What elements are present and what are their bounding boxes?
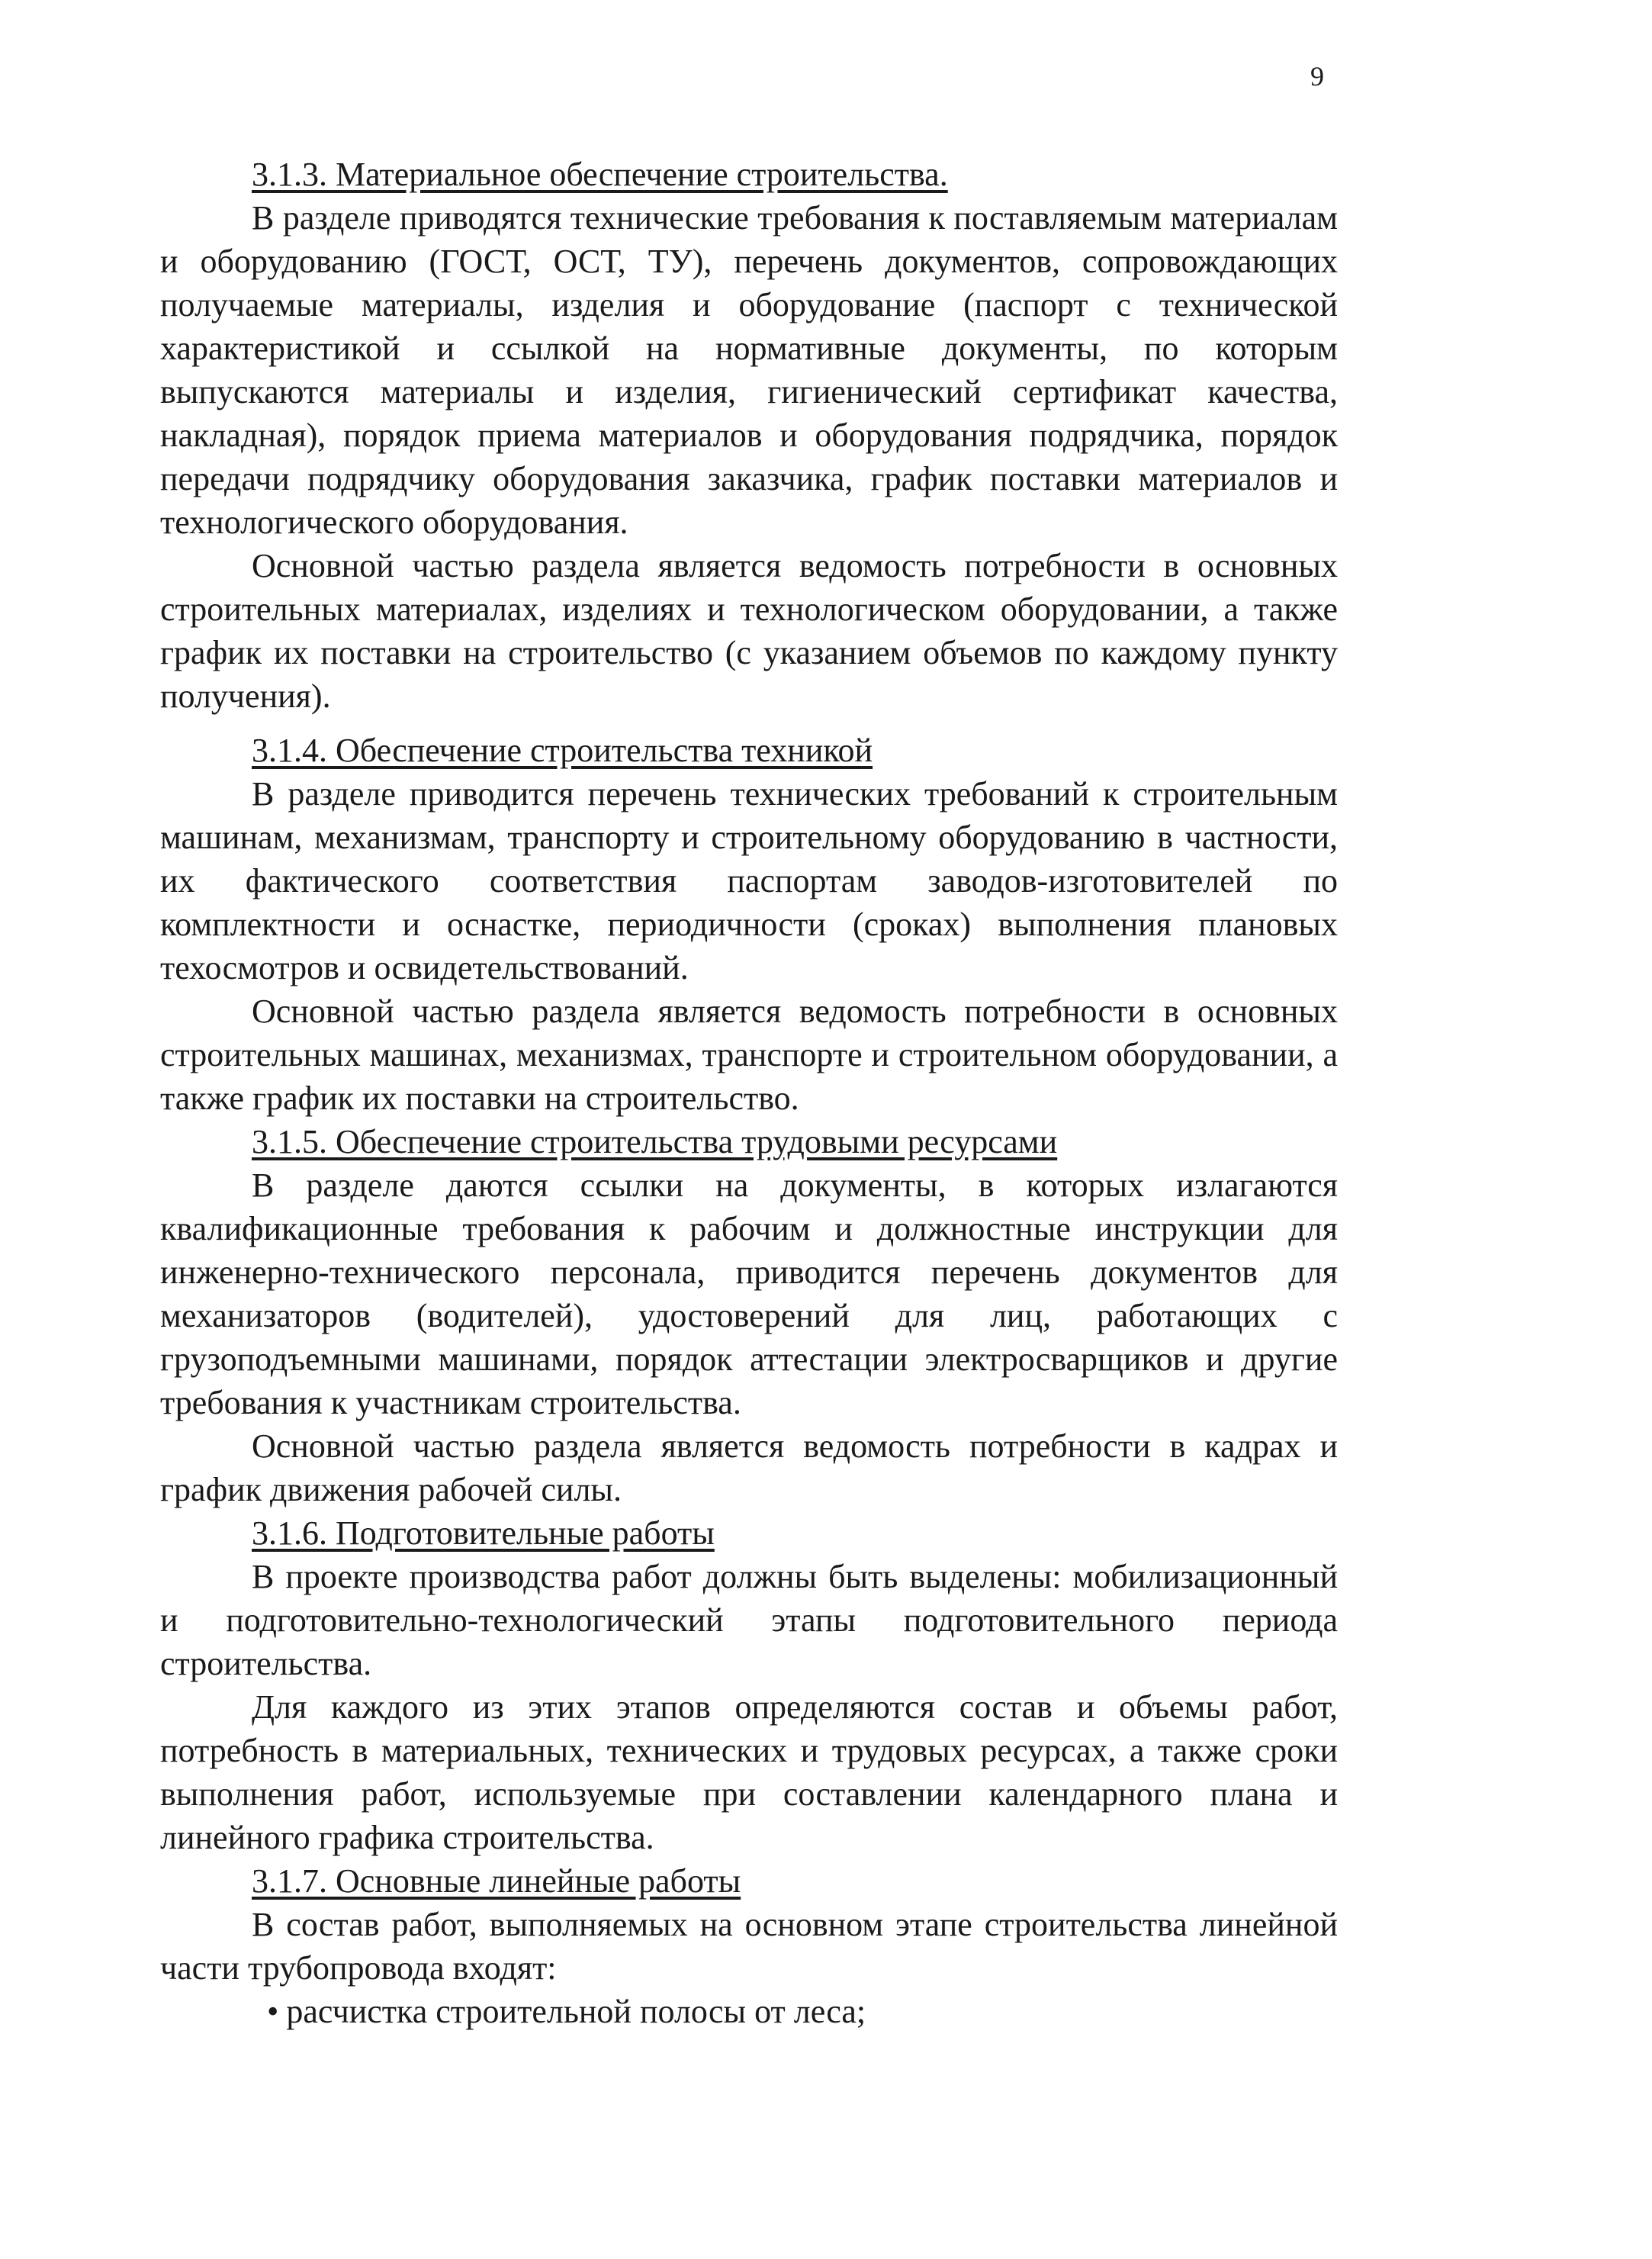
paragraph: В состав работ, выполняемых на основном этапе строительства линейной части трубопровода входят: [160,1906,1338,1987]
page-number: 9 [1310,61,1324,92]
list-item [267,1990,1338,2033]
section-heading-3-1-4: 3.1.4. Обеспечение строительства техникой [252,732,873,769]
list-item-text: расчистка строительной полосы от леса; [286,1993,866,2030]
section-heading-3-1-5: 3.1.5. Обеспечение строительства трудовыми ресурсами [252,1123,1058,1160]
paragraph: Основной частью раздела является ведомость потребности в основных строительных материалах, изделиях и технологическом оборудовании, а также график их поставки на строительство (с указанием объемов по каждому пункту получения). [160,547,1338,715]
paragraph: В разделе приводится перечень технических требований к строительным машинам, механизмам, транспорту и строительному оборудованию в частности, их фактического соответствия паспортам заводов-изготовителей по комплектности и оснастке, периодичности (сроках) выполнения плановых техосмотров и освидетельствований. [160,775,1338,986]
paragraph: В проекте производства работ должны быть выделены: мобилизационный и подготовительно-технологический этапы подготовительного периода строительства. [160,1558,1338,1682]
section-heading-3-1-7: 3.1.7. Основные линейные работы [252,1862,741,1900]
paragraph: В разделе даются ссылки на документы, в которых излагаются квалификационные требования к рабочим и должностные инструкции для инженерно-технического персонала, приводится перечень документов для механизаторов (водителей), удостоверений для лиц, работающих с грузоподъемными машинами, порядок аттестации электросварщиков и другие требования к участникам строительства. [160,1167,1338,1421]
paragraph: Для каждого из этих этапов определяются состав и объемы работ, потребность в материальных, технических и трудовых ресурсах, а также сроки выполнения работ, используемые при составлении календарного плана и линейного графика строительства. [160,1688,1338,1856]
paragraph: Основной частью раздела является ведомость потребности в основных строительных машинах, механизмах, транспорте и строительном оборудовании, а также график их поставки на строительство. [160,993,1338,1117]
section-heading-3-1-6: 3.1.6. Подготовительные работы [252,1514,715,1552]
document-body [160,153,1338,2033]
paragraph: В разделе приводятся технические требования к поставляемым материалам и оборудованию (ГОСТ, ОСТ, ТУ), перечень документов, сопровождающих получаемые материалы, изделия и оборудование (паспорт с технической характеристикой и ссылкой на нормативные документы, по которым выпускаются материалы и изделия, гигиенический сертификат качества, накладная), порядок приема материалов и оборудования подрядчика, порядок передачи подрядчику оборудования заказчика, график поставки материалов и технологического оборудования. [160,199,1338,541]
section-heading-3-1-3: 3.1.3. Материальное обеспечение строительства. [252,156,948,193]
paragraph: Основной частью раздела является ведомость потребности в кадрах и график движения рабочей силы. [160,1427,1338,1508]
bullet-marker: • [267,1993,279,2030]
